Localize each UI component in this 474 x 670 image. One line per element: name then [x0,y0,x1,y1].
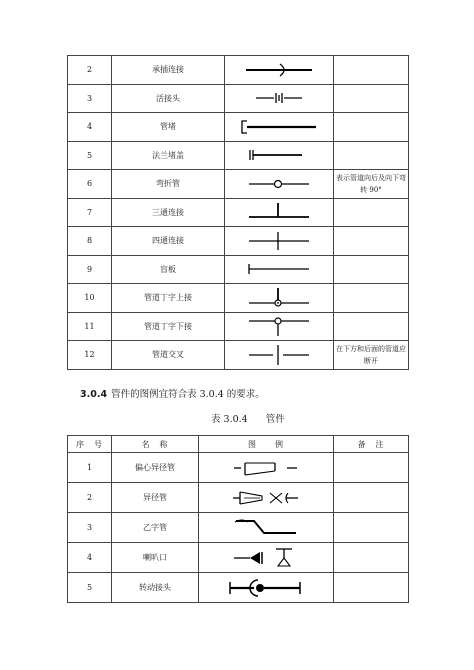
row-number: 2 [68,56,112,85]
row-name: 管道丁字下接 [112,312,225,341]
table-row [68,170,409,199]
section-number: 3.0.4 [80,389,108,400]
row-name: 管道交叉 [112,341,225,370]
row-name: 三通连接 [112,198,225,227]
table-row [68,255,409,284]
table-number: 表 3.0.4 [211,414,248,425]
row-note: 表示管道向后及向下弯转 90° [334,170,409,199]
pipe-fittings-legend-table [67,435,409,603]
table-row [68,141,409,170]
row-name: 异径管 [112,483,199,513]
offset-pipe-icon [199,513,334,543]
row-note [334,255,409,284]
row-note [334,453,409,483]
swivel-joint-icon [199,573,334,603]
table-row [68,56,409,85]
row-name: 管道丁字上接 [112,284,225,313]
table-row [68,573,409,603]
row-note [334,513,409,543]
pipe-tee-up-icon [225,284,334,313]
row-name: 偏心异径管 [112,453,199,483]
row-note [334,56,409,85]
row-note [334,543,409,573]
flange-cap-icon [225,141,334,170]
row-number: 3 [68,513,112,543]
table-title: 管件 [265,414,285,425]
row-note [334,227,409,256]
pipe-plug-icon [225,113,334,142]
row-number: 8 [68,227,112,256]
row-note: 在下方和后面的管道应断开 [334,341,409,370]
pipe-crossing-icon [225,341,334,370]
row-number: 4 [68,543,112,573]
row-number: 11 [68,312,112,341]
table-row [68,312,409,341]
table-row [68,513,409,543]
table-caption [211,411,285,425]
row-number: 3 [68,84,112,113]
cross-connection-icon [225,227,334,256]
table-row [68,453,409,483]
header-no: 序 号 [68,436,112,453]
row-note [334,84,409,113]
table-row [68,198,409,227]
row-name: 弯折管 [112,170,225,199]
row-name: 承插连接 [112,56,225,85]
row-name: 盲板 [112,255,225,284]
eccentric-reducer-icon [199,453,334,483]
row-name: 乙字管 [112,513,199,543]
row-note [334,198,409,227]
row-number: 2 [68,483,112,513]
table-row [68,227,409,256]
row-number: 4 [68,113,112,142]
pipe-connection-legend-table [67,55,409,370]
row-number: 10 [68,284,112,313]
row-note [334,573,409,603]
row-name: 管堵 [112,113,225,142]
row-name: 活接头 [112,84,225,113]
row-name: 四通连接 [112,227,225,256]
table-row [68,84,409,113]
table-row [68,341,409,370]
header-note: 备 注 [334,436,409,453]
bent-pipe-icon [225,170,334,199]
row-note [334,113,409,142]
header-name: 名 称 [112,436,199,453]
row-note [334,141,409,170]
row-number: 1 [68,453,112,483]
table-header-row [68,436,409,453]
section-text: 管件的图例宜符合表 3.0.4 的要求。 [111,389,265,400]
row-name: 喇叭口 [112,543,199,573]
tee-connection-icon [225,198,334,227]
row-number: 5 [68,141,112,170]
row-note [334,312,409,341]
row-number: 12 [68,341,112,370]
bell-mouth-icon [199,543,334,573]
table-row [68,483,409,513]
row-number: 6 [68,170,112,199]
socket-joint-icon [225,56,334,85]
header-legend: 图 例 [199,436,334,453]
union-joint-icon [225,84,334,113]
table-row [68,543,409,573]
row-number: 7 [68,198,112,227]
row-name: 转动接头 [112,573,199,603]
blind-plate-icon [225,255,334,284]
row-note [334,284,409,313]
pipe-tee-down-icon [225,312,334,341]
table-row [68,113,409,142]
row-name: 法兰堵盖 [112,141,225,170]
table-row [68,284,409,313]
row-number: 9 [68,255,112,284]
row-note [334,483,409,513]
reducer-icon [199,483,334,513]
row-number: 5 [68,573,112,603]
section-paragraph [80,386,265,400]
